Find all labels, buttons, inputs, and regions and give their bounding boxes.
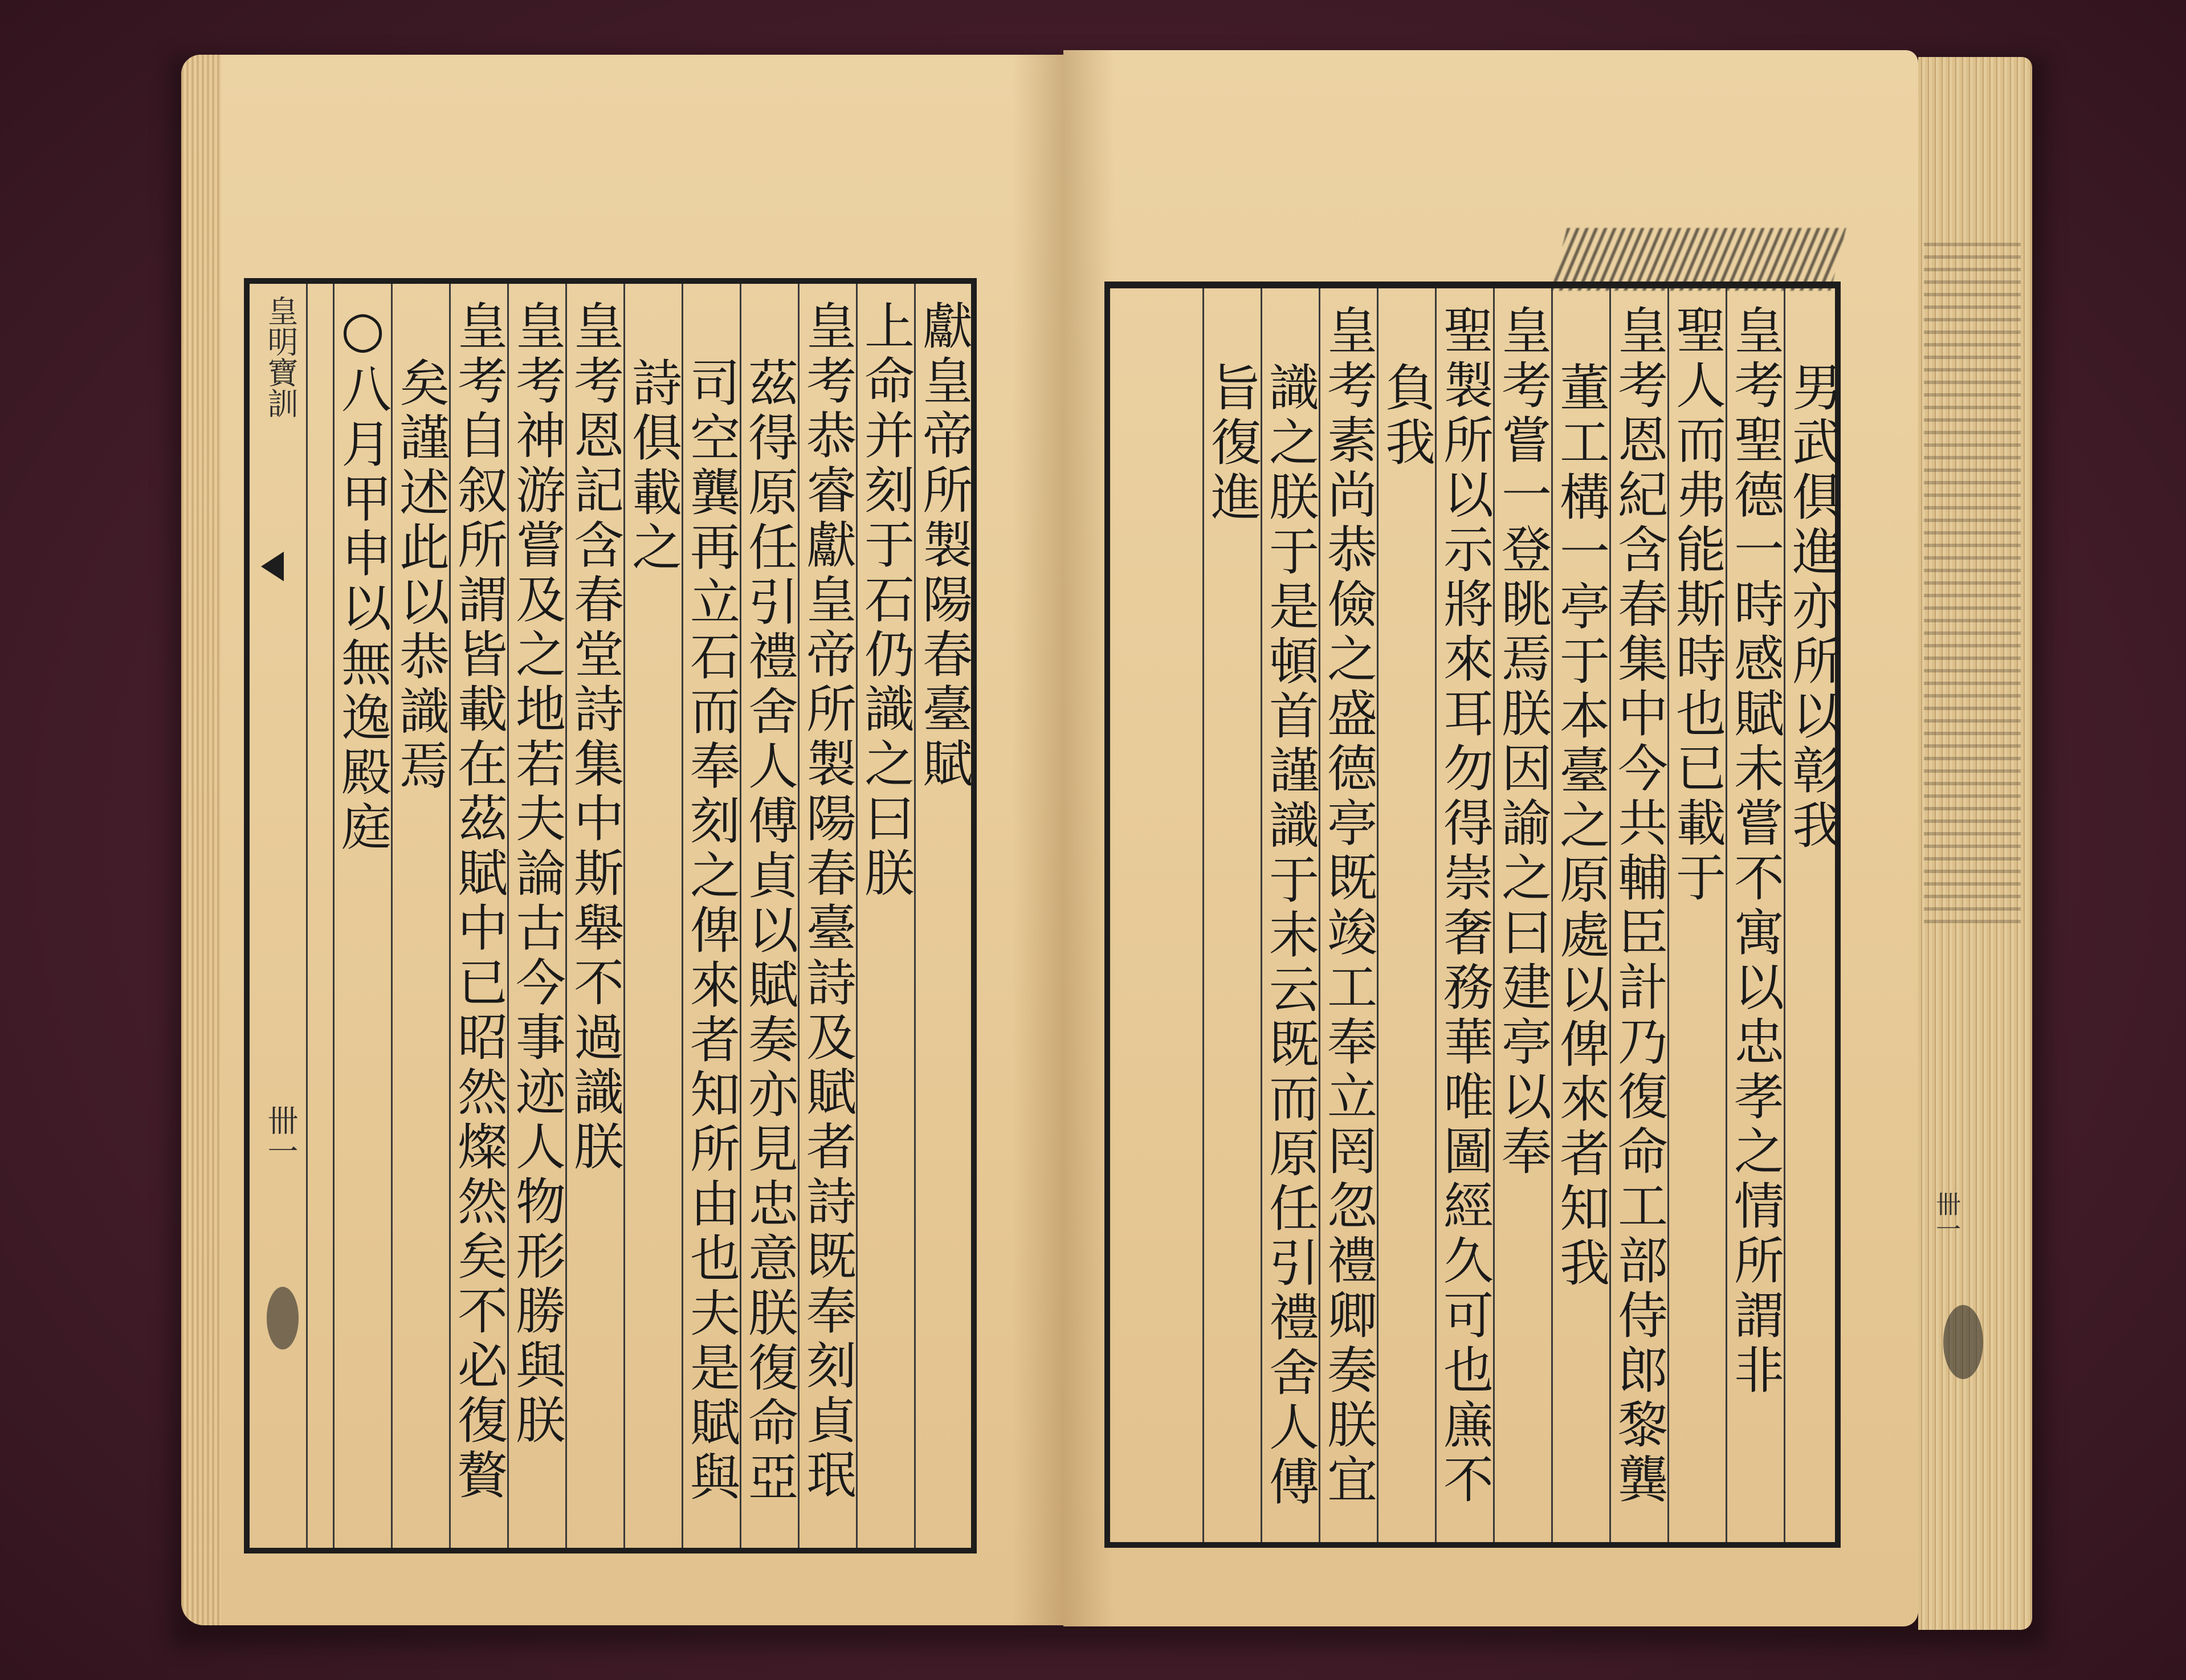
column-text: 董工構一亭于本臺之原處以俾來者知我 <box>1552 361 1610 1291</box>
text-column <box>740 284 798 1548</box>
text-column <box>1667 288 1726 1542</box>
gutter-shadow <box>1012 55 1063 1625</box>
left-page <box>181 55 1063 1625</box>
ink-blot <box>1943 1305 1983 1379</box>
page-edge <box>181 55 221 1625</box>
text-column <box>914 284 972 1548</box>
text-column <box>1319 288 1377 1542</box>
column-text: 皇考恭睿獻皇帝所製陽春臺詩及賦者詩既奉刻貞珉 <box>798 300 857 1503</box>
text-column <box>1261 288 1319 1542</box>
text-column <box>1435 288 1493 1542</box>
column-text: 識之朕于是頓首謹識于末云既而原任引禮舍人傅 <box>1261 361 1320 1510</box>
column-text: 聖製所以示將來耳勿得崇奢務華唯圖經久可也㢘不 <box>1435 304 1494 1508</box>
page-stack-edge <box>1918 57 2032 1630</box>
column-text: 獻皇帝所製陽春臺賦 <box>915 300 973 792</box>
column-text: 上命并刻于石仍識之曰朕 <box>857 300 915 902</box>
fish-tail-mark <box>261 552 284 581</box>
ink-blot <box>267 1287 299 1349</box>
column-text: 皇考恩紀含春集中今共輔臣計乃復命工部侍郎黎龔 <box>1610 304 1669 1508</box>
stack-folio: 卌一 <box>1931 1191 1960 1241</box>
column-text: 聖人而弗能斯時也已載于 <box>1668 304 1727 906</box>
column-text: 皇考神游嘗及之地若夫論古今事迹人物形勝與朕 <box>508 300 566 1449</box>
column-text: 皇考自叙所謂皆載在茲賦中已昭然燦然矣不必復贅 <box>450 300 508 1503</box>
text-column <box>391 284 449 1548</box>
right-text-frame <box>1104 282 1841 1548</box>
text-column <box>333 284 391 1548</box>
column-text: 男武俱進亦所以彰我 <box>1784 361 1843 854</box>
text-column <box>1784 288 1842 1542</box>
text-column <box>682 284 740 1548</box>
text-column <box>1551 288 1609 1542</box>
text-column <box>623 284 682 1548</box>
column-text: 皇考恩記含春堂詩集中斯舉不過識朕 <box>566 300 625 1175</box>
text-column <box>1493 288 1551 1542</box>
empty-column <box>1144 288 1202 1542</box>
center-strip <box>255 284 308 1548</box>
text-column <box>1726 288 1784 1542</box>
column-text: 詩俱載之 <box>624 357 683 576</box>
text-column <box>1377 288 1435 1542</box>
column-text: 旨復進 <box>1203 361 1262 525</box>
right-page <box>1063 50 1918 1626</box>
text-column <box>1202 288 1261 1542</box>
strip-folio: 卌一 <box>263 1104 299 1166</box>
text-column <box>856 284 914 1548</box>
stack-bleed-text <box>1924 239 2021 923</box>
left-text-frame <box>244 278 977 1553</box>
column-text: 司空龔再立石而奉刻之俾來者知所由也夫是賦與 <box>682 357 741 1506</box>
text-column <box>565 284 623 1548</box>
text-column <box>449 284 507 1548</box>
text-column <box>798 284 856 1548</box>
column-text: 負我 <box>1377 361 1436 471</box>
column-text: 皇考聖德一時感賦未嘗不寓以忠孝之情所謂非 <box>1726 304 1785 1398</box>
column-text: 皇考嘗一登眺焉朕因諭之曰建亭以奉 <box>1494 304 1552 1180</box>
strip-title: 皇明寶訓 <box>263 295 299 418</box>
column-text: 茲得原任引禮舍人傅貞以賦奏亦見忠意朕復命亞 <box>740 357 799 1506</box>
text-column <box>1609 288 1667 1542</box>
column-text: ○八月甲申以無逸殿庭 <box>333 300 392 855</box>
column-text: 矣謹述此以恭識焉 <box>391 357 450 794</box>
text-column <box>507 284 565 1548</box>
column-text: 皇考素尚恭儉之盛德亭既竣工奉立罔忽禮卿奏朕宜 <box>1319 304 1378 1508</box>
